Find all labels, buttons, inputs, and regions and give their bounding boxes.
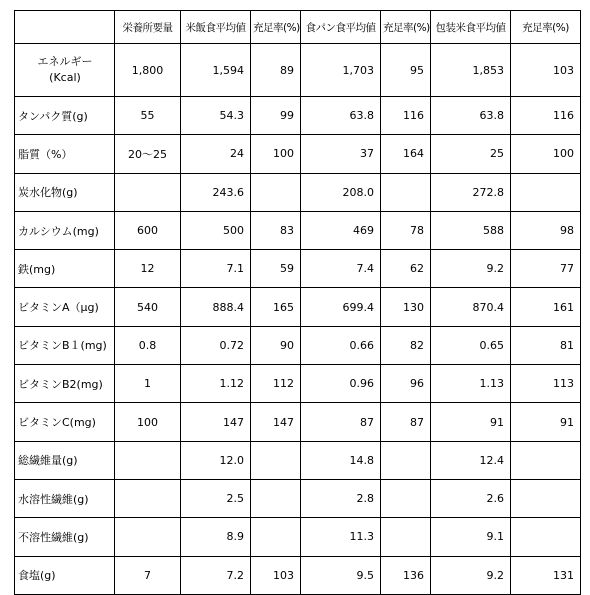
table-cell: 90 [251,326,301,364]
table-cell: 540 [115,288,181,326]
table-cell: 87 [381,403,431,441]
header-cell-bread-average: 食パン食平均値 [301,11,381,44]
table-cell: 116 [511,97,581,135]
table-cell: 7 [115,556,181,594]
table-cell: 0.65 [431,326,511,364]
table-cell [115,479,181,517]
table-cell: 147 [181,403,251,441]
table-cell: 161 [511,288,581,326]
table-cell: 2.8 [301,479,381,517]
table-cell [251,518,301,556]
table-cell: 100 [115,403,181,441]
table-cell: 164 [381,135,431,173]
header-cell-blank [15,11,115,44]
table-cell: 1,594 [181,44,251,97]
table-cell [115,518,181,556]
table-cell: 9.1 [431,518,511,556]
header-cell-rice-average: 米飯食平均値 [181,11,251,44]
table-cell: 63.8 [431,97,511,135]
table-cell: 24 [181,135,251,173]
table-cell: 100 [251,135,301,173]
table-cell: 91 [431,403,511,441]
table-cell: 113 [511,365,581,403]
table-cell: 63.8 [301,97,381,135]
table-cell: 54.3 [181,97,251,135]
table-cell: 96 [381,365,431,403]
table-cell: 1.13 [431,365,511,403]
header-cell-rice-sufficiency: 充足率(%) [251,11,301,44]
table-row [15,97,581,135]
table-cell: 116 [381,97,431,135]
table-cell: 469 [301,211,381,249]
row-label: 不溶性繊維(g) [15,518,115,556]
table-cell: 1 [115,365,181,403]
table-cell: 12.4 [431,441,511,479]
row-label: 鉄(mg) [15,250,115,288]
row-label: タンパク質(g) [15,97,115,135]
table-cell: 11.3 [301,518,381,556]
table-row [15,288,581,326]
table-row-energy [15,44,581,97]
table-cell: 8.9 [181,518,251,556]
table-cell: 600 [115,211,181,249]
table-cell: 1.12 [181,365,251,403]
row-label: ビタミンB2(mg) [15,365,115,403]
row-label: ビタミンA（μg) [15,288,115,326]
table-body [15,11,581,595]
table-cell: 870.4 [431,288,511,326]
table-cell [251,173,301,211]
table-row [15,441,581,479]
table-cell: 87 [301,403,381,441]
table-cell: 888.4 [181,288,251,326]
table-cell: 89 [251,44,301,97]
table-cell: 12 [115,250,181,288]
table-row [15,135,581,173]
table-cell: 7.4 [301,250,381,288]
row-label: 食塩(g) [15,556,115,594]
table-cell: 272.8 [431,173,511,211]
table-cell: 99 [251,97,301,135]
table-cell: 9.5 [301,556,381,594]
table-cell: 14.8 [301,441,381,479]
table-row [15,518,581,556]
table-cell: 62 [381,250,431,288]
table-row [15,250,581,288]
table-cell: 112 [251,365,301,403]
table-cell: 1,800 [115,44,181,97]
table-cell [115,173,181,211]
row-label: 脂質（%） [15,135,115,173]
table-cell: 37 [301,135,381,173]
row-label: ビタミンB１(mg) [15,326,115,364]
table-row [15,403,581,441]
header-row [15,11,581,44]
table-cell: 1,703 [301,44,381,97]
row-label: カルシウム(mg) [15,211,115,249]
table-cell: 91 [511,403,581,441]
table-cell: 130 [381,288,431,326]
table-cell: 500 [181,211,251,249]
table-cell [381,518,431,556]
table-row [15,211,581,249]
table-cell: 12.0 [181,441,251,479]
table-cell: 147 [251,403,301,441]
table-cell: 78 [381,211,431,249]
table-cell: 55 [115,97,181,135]
table-cell [381,479,431,517]
table-cell: 103 [511,44,581,97]
table-cell: 165 [251,288,301,326]
table-cell: 9.2 [431,250,511,288]
table-cell: 98 [511,211,581,249]
table-cell: 0.8 [115,326,181,364]
table-cell: 0.66 [301,326,381,364]
table-cell: 100 [511,135,581,173]
header-cell-packaged-rice-average: 包装米食平均値 [431,11,511,44]
table-cell: 59 [251,250,301,288]
table-cell: 9.2 [431,556,511,594]
table-cell: 103 [251,556,301,594]
table-row [15,479,581,517]
table-cell [511,173,581,211]
row-label-energy-line2: (Kcal) [49,71,81,84]
table-cell [511,518,581,556]
table-cell: 0.72 [181,326,251,364]
table-cell: 20～25 [115,135,181,173]
row-label: ビタミンC(mg) [15,403,115,441]
table-cell [381,441,431,479]
table-cell: 136 [381,556,431,594]
table-cell: 2.6 [431,479,511,517]
nutrition-comparison-table [14,10,581,595]
table-row [15,326,581,364]
table-cell: 82 [381,326,431,364]
table-cell: 25 [431,135,511,173]
header-cell-requirement: 栄養所要量 [115,11,181,44]
table-cell: 77 [511,250,581,288]
table-cell: 83 [251,211,301,249]
table-cell: 2.5 [181,479,251,517]
table-cell: 81 [511,326,581,364]
table-cell [115,441,181,479]
header-cell-bread-sufficiency: 充足率(%) [381,11,431,44]
table-cell [511,479,581,517]
table-cell: 7.2 [181,556,251,594]
table-cell: 1,853 [431,44,511,97]
table-cell [251,441,301,479]
table-cell: 0.96 [301,365,381,403]
table-row [15,365,581,403]
table-cell: 588 [431,211,511,249]
row-label: 水溶性繊維(g) [15,479,115,517]
row-label-energy-line1: エネルギー [37,55,93,68]
table-cell [251,479,301,517]
table-cell: 95 [381,44,431,97]
header-cell-packaged-rice-sufficiency: 充足率(%) [511,11,581,44]
table-cell: 243.6 [181,173,251,211]
table-cell [381,173,431,211]
row-label-energy [15,44,115,97]
row-label: 総繊維量(g) [15,441,115,479]
table-cell [511,441,581,479]
table-cell: 7.1 [181,250,251,288]
row-label: 炭水化物(g) [15,173,115,211]
table-cell: 131 [511,556,581,594]
table-cell: 699.4 [301,288,381,326]
table-row [15,173,581,211]
table-row [15,556,581,594]
table-cell: 208.0 [301,173,381,211]
